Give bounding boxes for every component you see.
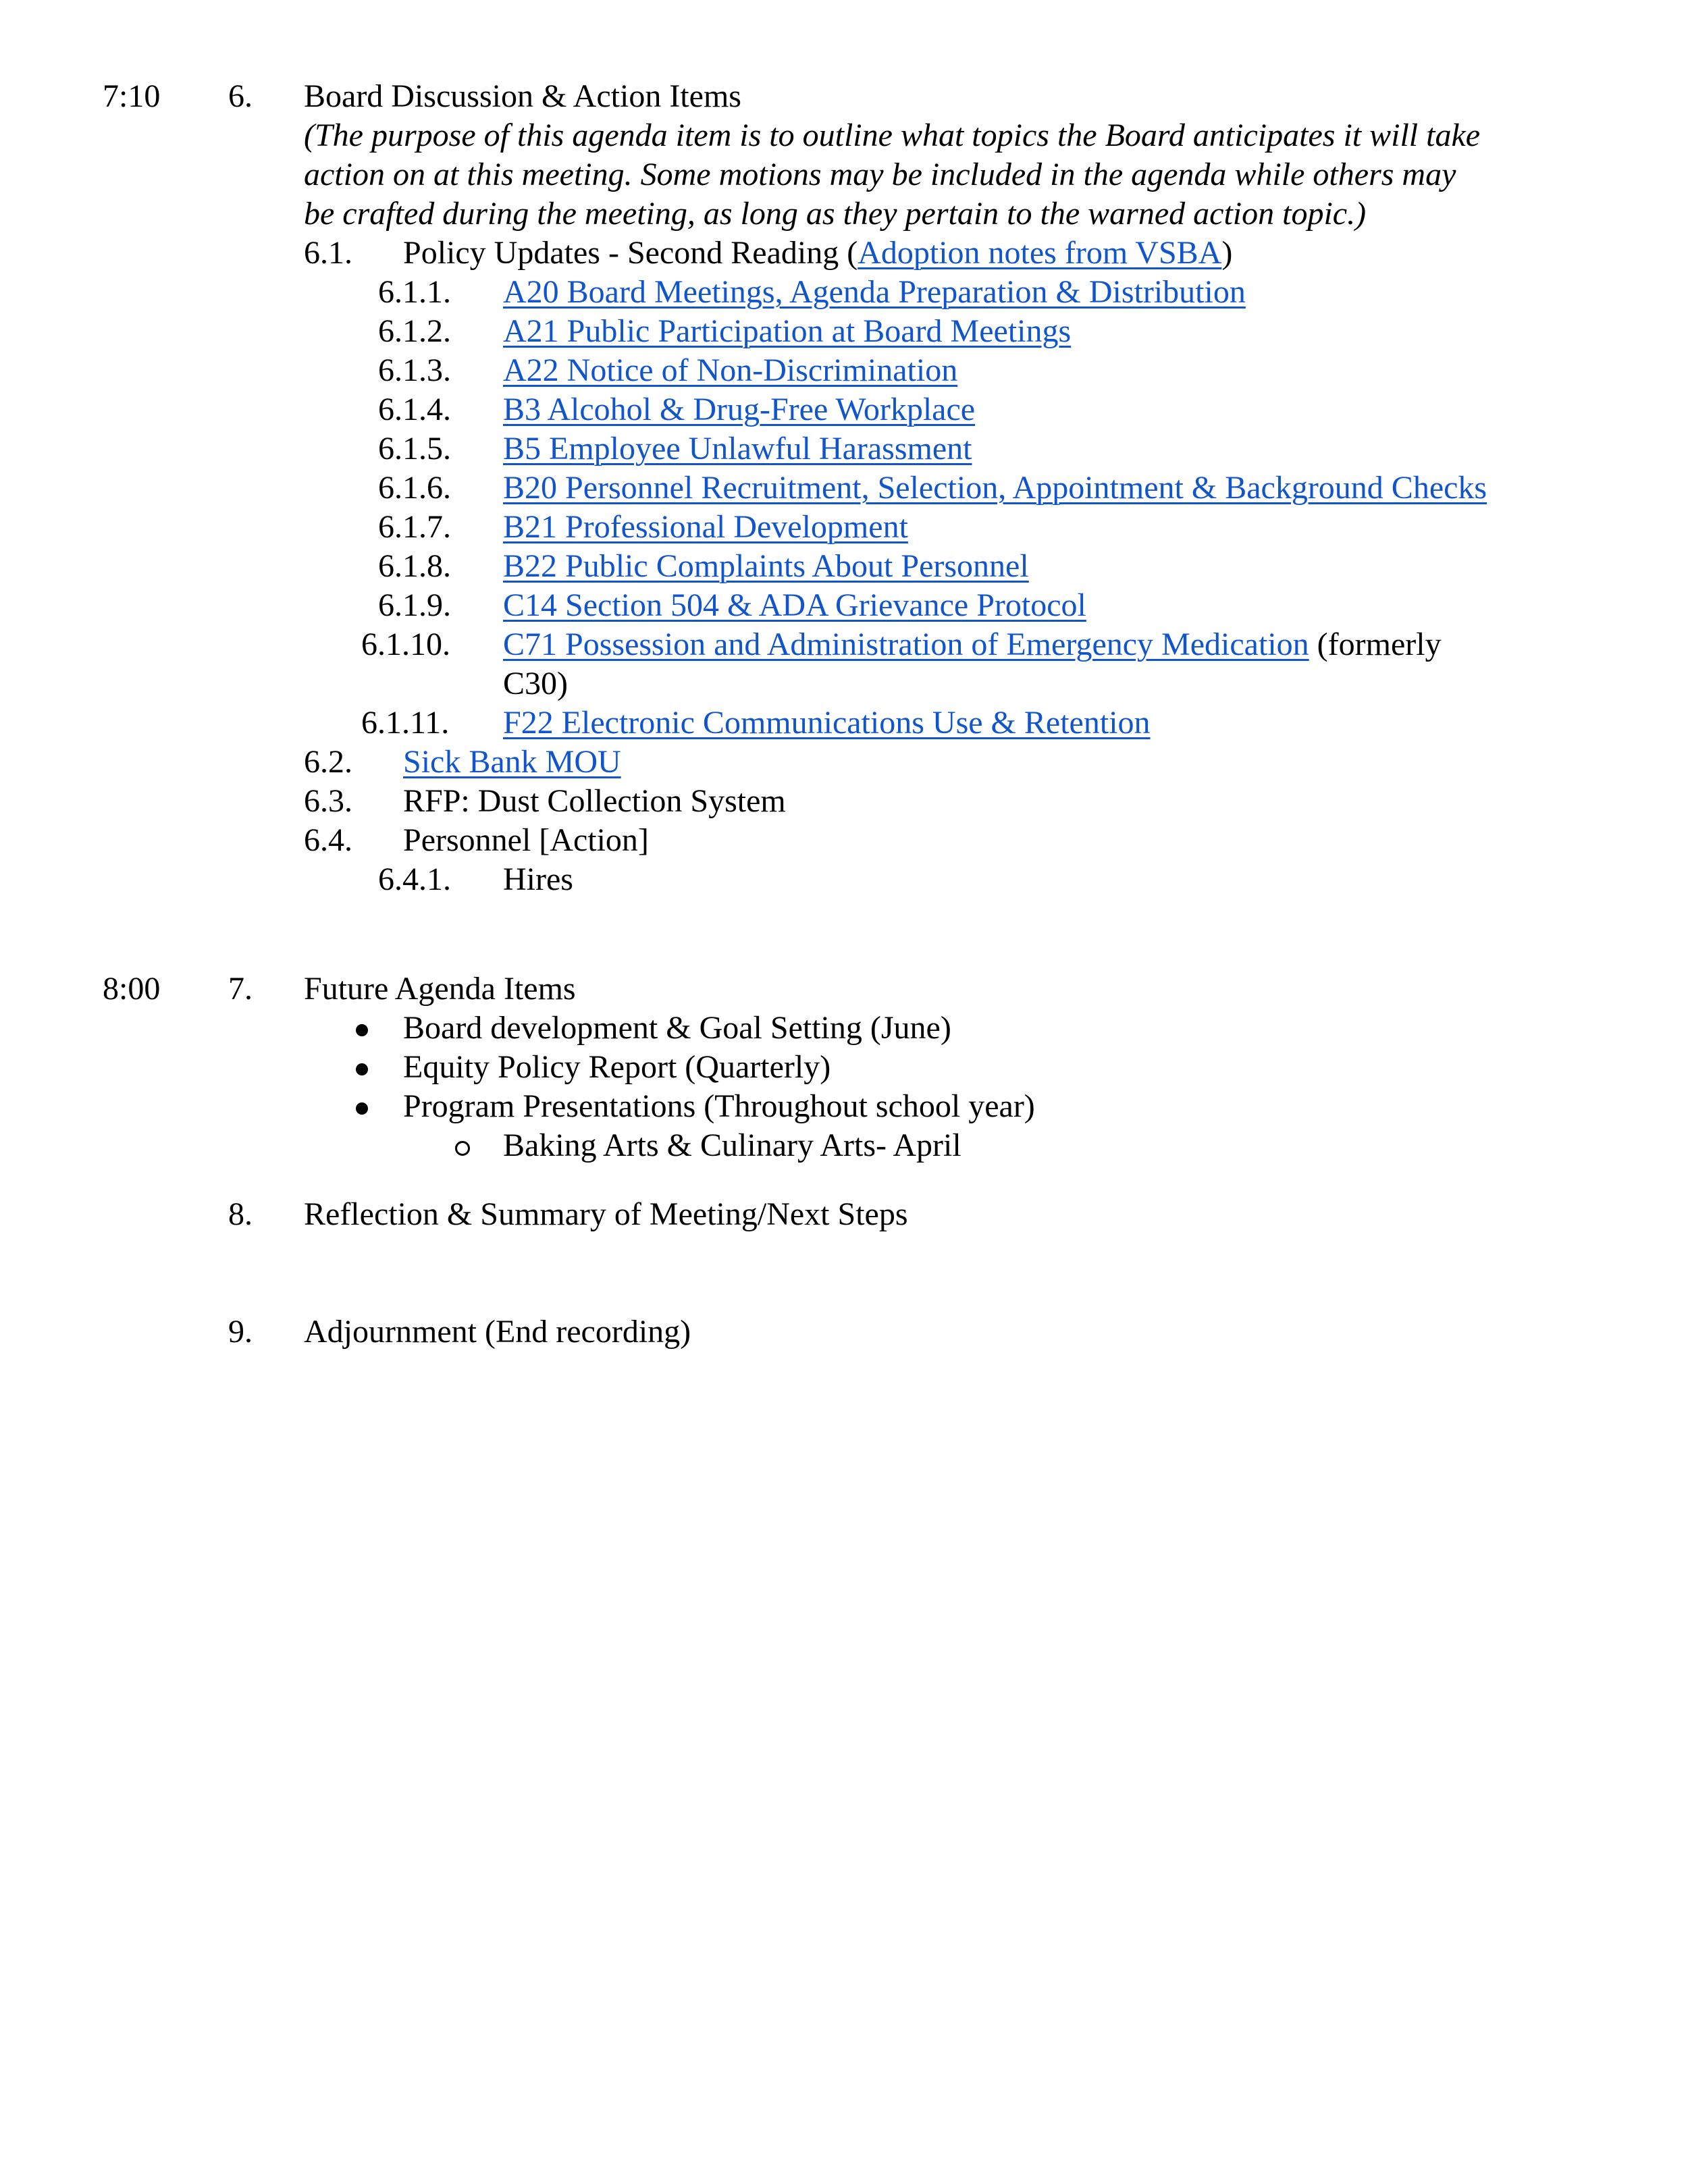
item9-number: 9. [228,1314,253,1350]
bullet-icon [356,1063,368,1075]
policy-number: 6.1.5. [378,431,451,467]
policy-number: 6.1.3. [378,352,451,388]
policy-c71-continued: C30) [503,666,568,701]
sub61-row [403,234,1232,273]
policy-number: 6.1.1. [378,274,451,310]
sub61-number: 6.1. [304,235,352,271]
sub63-number: 6.3. [304,783,352,819]
bullet-icon [356,1024,368,1036]
policy-link-b3[interactable]: B3 Alcohol & Drug-Free Workplace [503,392,976,427]
policy-number: 6.1.2. [378,313,451,349]
policy-link-c14[interactable]: C14 Section 504 & ADA Grievance Protocol [503,587,1086,623]
item8-number: 8. [228,1196,253,1232]
policy-number: 6.1.8. [378,548,451,584]
bullet-icon [356,1102,368,1115]
hollow-bullet-icon [455,1141,470,1156]
future-item: Equity Policy Report (Quarterly) [403,1049,831,1085]
future-sub-item: Baking Arts & Culinary Arts- April [503,1127,961,1163]
item7-title: Future Agenda Items [304,971,576,1007]
future-item: Program Presentations (Throughout school year) [403,1088,1035,1124]
sub64-number: 6.4. [304,822,352,858]
policy-link-a21[interactable]: A21 Public Participation at Board Meetings [503,313,1072,349]
item6-purpose-line-1: (The purpose of this agenda item is to outline what topics the Board anticipates it will take [304,117,1481,153]
sick-bank-mou-link[interactable]: Sick Bank MOU [403,744,621,780]
item6-time: 7:10 [103,78,161,114]
item6-number: 6. [228,78,253,114]
future-item: Board development & Goal Setting (June) [403,1010,951,1046]
policy-number: 6.1.10. [361,627,450,662]
item9-title: Adjournment (End recording) [304,1314,691,1350]
policy-number: 6.1.7. [378,509,451,545]
policy-link-a20[interactable]: A20 Board Meetings, Agenda Preparation & Distribution [503,274,1246,310]
policy-link-b21[interactable]: B21 Professional Development [503,509,908,545]
sub61-label: Policy Updates - Second Reading ( [403,235,858,271]
policy-link-b20[interactable]: B20 Personnel Recruitment, Selection, Appointment & Background Checks [503,470,1487,506]
item7-number: 7. [228,971,253,1007]
policy-number: 6.1.9. [378,587,451,623]
policy-link-c71[interactable]: C71 Possession and Administration of Emergency Medication [503,627,1309,662]
policy-number: 6.1.11. [361,705,450,741]
policy-link-f22[interactable]: F22 Electronic Communications Use & Retention [503,705,1151,741]
policy-row-c71 [503,625,1442,664]
sub62-number: 6.2. [304,744,352,780]
sub641-number: 6.4.1. [378,861,451,897]
sub641-label: Hires [503,861,573,897]
item6-purpose-line-2: action on at this meeting. Some motions may be included in the agenda while others may [304,157,1456,192]
item7-time: 8:00 [103,971,161,1007]
sub61-close-paren: ) [1221,235,1233,271]
policy-link-a22[interactable]: A22 Notice of Non-Discrimination [503,352,958,388]
sub63-label: RFP: Dust Collection System [403,783,786,819]
item6-purpose-line-3: be crafted during the meeting, as long as they pertain to the warned action topic.) [304,196,1367,232]
vsba-adoption-notes-link[interactable]: Adoption notes from VSBA [858,235,1222,271]
item8-title: Reflection & Summary of Meeting/Next Steps [304,1196,908,1232]
policy-link-b5[interactable]: B5 Employee Unlawful Harassment [503,431,972,467]
item6-title: Board Discussion & Action Items [304,78,741,114]
policy-number: 6.1.6. [378,470,451,506]
sub64-label: Personnel [Action] [403,822,649,858]
policy-link-b22[interactable]: B22 Public Complaints About Personnel [503,548,1029,584]
policy-c71-suffix: (formerly [1309,627,1442,662]
policy-number: 6.1.4. [378,392,451,427]
